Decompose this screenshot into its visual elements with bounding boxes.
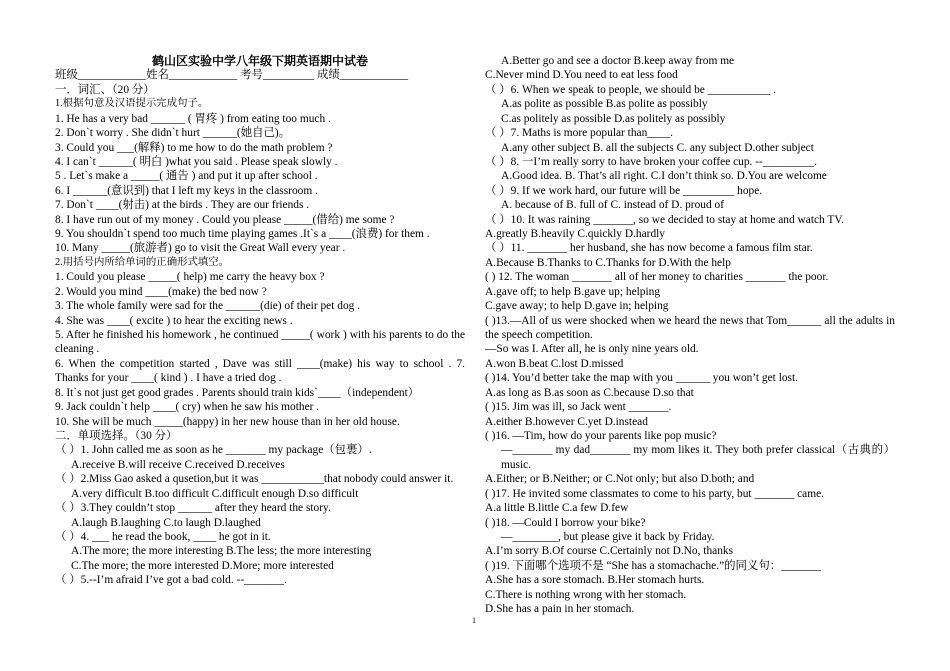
page-number: 1 <box>472 616 476 625</box>
question-line: 8. It`s not just get good grades . Parents should train kids`____（independent） <box>55 386 420 399</box>
option-line: A.receive B.will receive C.received D.receives <box>71 458 285 471</box>
question-line: （ ）3.They couldn’t stop ______ after they heard the story. <box>55 502 331 515</box>
right-column <box>485 54 895 616</box>
question-line: （ ）5.--I’m afraid I’ve got a bad cold. --_______. <box>55 574 287 587</box>
question-line: 4. I can`t ______( 明白 )what you said . Please speak slowly . <box>55 155 338 168</box>
option-line: A.Because B.Thanks to C.Thanks for D.With the help <box>485 256 731 269</box>
question-line: （ ）4. ___ he read the book, ____ he got in it. <box>55 530 271 543</box>
question-line: ( )15. Jim was ill, so Jack went _______. <box>485 401 672 414</box>
option-line: A.Better go and see a doctor B.keep away from me <box>501 55 735 67</box>
option-line: A.laugh B.laughing C.to laugh D.laughed <box>71 516 261 529</box>
option-line: A.She has a sore stomach. B.Her stomach hurts. <box>485 574 705 587</box>
option-line: A.greatly B.heavily C.quickly D.hardly <box>485 228 665 241</box>
option-line: A.Good idea. B. That’s all right. C.I don’t think so. D.You are welcome <box>501 170 827 183</box>
question-line: ( )18. —Could I borrow your bike? <box>485 516 646 529</box>
option-line: A.gave off; to help B.gave up; helping <box>485 285 661 298</box>
question-line: 3. The whole family were sad for the ______(die) of their pet dog . <box>55 300 361 313</box>
option-line: A.a little B.little C.a few D.few <box>485 502 629 515</box>
exam-title: 鹤山区实验中学八年级下期英语期中试卷 <box>151 54 368 68</box>
option-line: A.won B.beat C.lost D.missed <box>485 357 624 370</box>
student-info-line: 班级____________姓名____________ 考号_________ 成绩____________ <box>55 69 409 82</box>
question-line: 2. Don`t worry . She didn`t hurt ______(她自己)。 <box>55 127 291 140</box>
question-line: —So was I. After all, he is only nine years old. <box>485 343 699 356</box>
question-line: 6. I ______(意识到) that I left my keys in the classroom . <box>55 184 318 197</box>
question-line: （ ）1. John called me as soon as he _______ my package（包裹）. <box>55 444 372 457</box>
question-line: ( )17. He invited some classmates to come to his party, but _______ came. <box>485 487 825 500</box>
option-line: A.either B.however C.yet D.instead <box>485 415 648 428</box>
question-line: 5 . Let`s make a _____( 通告 ) and put it up after school . <box>55 170 318 183</box>
option-line: A. because of B. full of C. instead of D. proud of <box>501 199 725 212</box>
question-line: （ ）9. If we work hard, our future will be _________ hope. <box>485 184 763 197</box>
left-column <box>55 54 465 588</box>
question-line: 3. Could you ___(解释) to me how to do the math problem ? <box>55 141 333 154</box>
question-line: ( )14. You’d better take the map with you ______ you won’t get lost. <box>485 372 798 385</box>
question-line: 9. You shouldn`t spend too much time playing games .It`s a ____(浪费) for them . <box>55 228 430 241</box>
question-line: —________, but please give it back by Friday. <box>501 530 715 543</box>
option-line: C.as politely as possible D.as politely as possibly <box>501 112 726 125</box>
question-line: （ ）7. Maths is more popular than____. <box>485 127 673 140</box>
option-line: A.I’m sorry B.Of course C.Certainly not D.No, thanks <box>485 545 734 558</box>
question-line: 9. Jack couldn`t help ____( cry) when he saw his mother . <box>55 401 320 414</box>
question-line: 1. He has a very bad ______ ( 胃疼 ) from eating too much . <box>55 112 331 125</box>
section-heading: 二．单项选择。（30 分） <box>55 429 178 442</box>
option-line: A.as long as B.as soon as C.because D.so that <box>485 386 694 399</box>
question-line: 4. She was ____( excite ) to hear the exciting news . <box>55 314 293 327</box>
option-line: A.The more; the more interesting B.The less; the more interesting <box>71 545 372 558</box>
option-line: C.gave away; to help D.gave in; helping <box>485 300 669 313</box>
question-line: ( )19. 下面哪个选项不是 “She has a stomachache.”的同义句：_______ <box>485 559 821 572</box>
question-line: ( ) 12. The woman _______ all of her money to charities _______ the poor. <box>485 271 829 284</box>
question-line: ( )13.—All of us were shocked when we heard the news that Tom______ all the adults in the speech competition. <box>485 314 895 342</box>
question-line: 1. Could you please _____( help) me carry the heavy box ? <box>55 271 325 284</box>
subsection-heading: 2.用括号内所给单词的正确形式填空。 <box>55 256 230 268</box>
question-line: （ ）2.Miss Gao asked a qusetion,but it was ___________that nobody could answer it. <box>55 473 454 486</box>
question-line: （ ）10. It was raining _______, so we decided to stay at home and watch TV. <box>485 213 844 226</box>
question-line: 5. After he finished his homework , he continued _____( work ) with his parents to do the cleaning . <box>55 329 465 356</box>
option-line: C.Never mind D.You need to eat less food <box>485 69 678 82</box>
question-line: 6. When the competition started , Dave was still ____(make) his way to school . 7. Thanks for your ____( kind ) . I have a tried dog . <box>55 357 465 385</box>
section-heading: 一．词汇、（20 分） <box>55 83 155 96</box>
option-line: C.There is nothing wrong with her stomach. <box>485 588 687 601</box>
question-line: （ ）6. When we speak to people, we should be ___________ . <box>485 83 777 96</box>
option-line: A.any other subject B. all the subjects C. any subject D.other subject <box>501 141 814 154</box>
question-line: （ ）11. _______ her husband, she has now become a famous film star. <box>485 242 813 255</box>
option-line: A.very difficult B.too difficult C.difficult enough D.so difficult <box>71 487 359 500</box>
subsection-heading: 1.根据句意及汉语提示完成句子。 <box>55 98 209 110</box>
question-line: 10. She will be much _____(happy) in her new house than in her old house. <box>55 415 400 428</box>
question-line: 2. Would you mind ____(make) the bed now ? <box>55 285 267 298</box>
question-line: （ ）8. 一I’m really sorry to have broken your coffee cup. --_________. <box>485 155 817 168</box>
question-line: ( )16. —Tim, how do your parents like pop music? <box>485 429 717 442</box>
question-line: 8. I have run out of my money . Could you please _____(借给) me some ? <box>55 213 395 226</box>
question-line: 10. Many _____(旅游者) go to visit the Great Wall every year . <box>55 242 346 255</box>
question-line: —_______ my dad_______ my mom likes it. They both prefer classical（古典的） music. <box>501 444 895 471</box>
option-line: C.The more; the more interested D.More; more interested <box>71 559 334 572</box>
option-line: D.She has a pain in her stomach. <box>485 603 635 616</box>
option-line: A.as polite as possible B.as polite as possibly <box>501 98 708 111</box>
question-line: 7. Don`t ____(射击) at the birds . They are our friends . <box>55 199 310 212</box>
option-line: A.Either; or B.Neither; or C.Not only; but also D.both; and <box>485 473 755 486</box>
